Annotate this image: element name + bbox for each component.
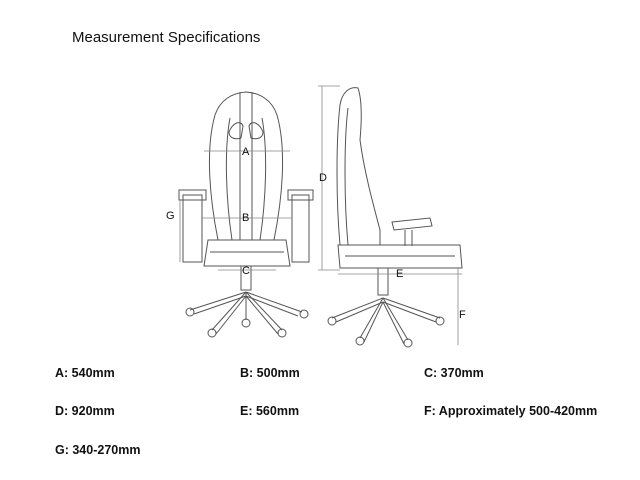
spec-f: F: Approximately 500-420mm bbox=[424, 404, 598, 418]
dimension-label-e: E bbox=[396, 268, 404, 280]
spec-d: D: 920mm bbox=[55, 404, 115, 418]
dimension-label-g: G bbox=[166, 210, 175, 222]
spec-e: E: 560mm bbox=[240, 404, 300, 418]
spec-b: B: 500mm bbox=[240, 366, 300, 380]
spec-c: C: 370mm bbox=[424, 366, 484, 380]
side-view-dimension-lines bbox=[318, 86, 462, 345]
spec-a: A: 540mm bbox=[55, 366, 115, 380]
page-title: Measurement Specifications bbox=[72, 29, 261, 46]
dimension-label-d: D bbox=[319, 172, 327, 184]
dimension-label-b: B bbox=[242, 212, 250, 224]
dimension-label-f: F bbox=[459, 309, 466, 321]
dimension-label-a: A bbox=[242, 146, 250, 158]
spec-g: G: 340-270mm bbox=[55, 443, 141, 457]
dimension-label-c: C bbox=[242, 265, 250, 277]
side-view-chair bbox=[328, 88, 462, 347]
